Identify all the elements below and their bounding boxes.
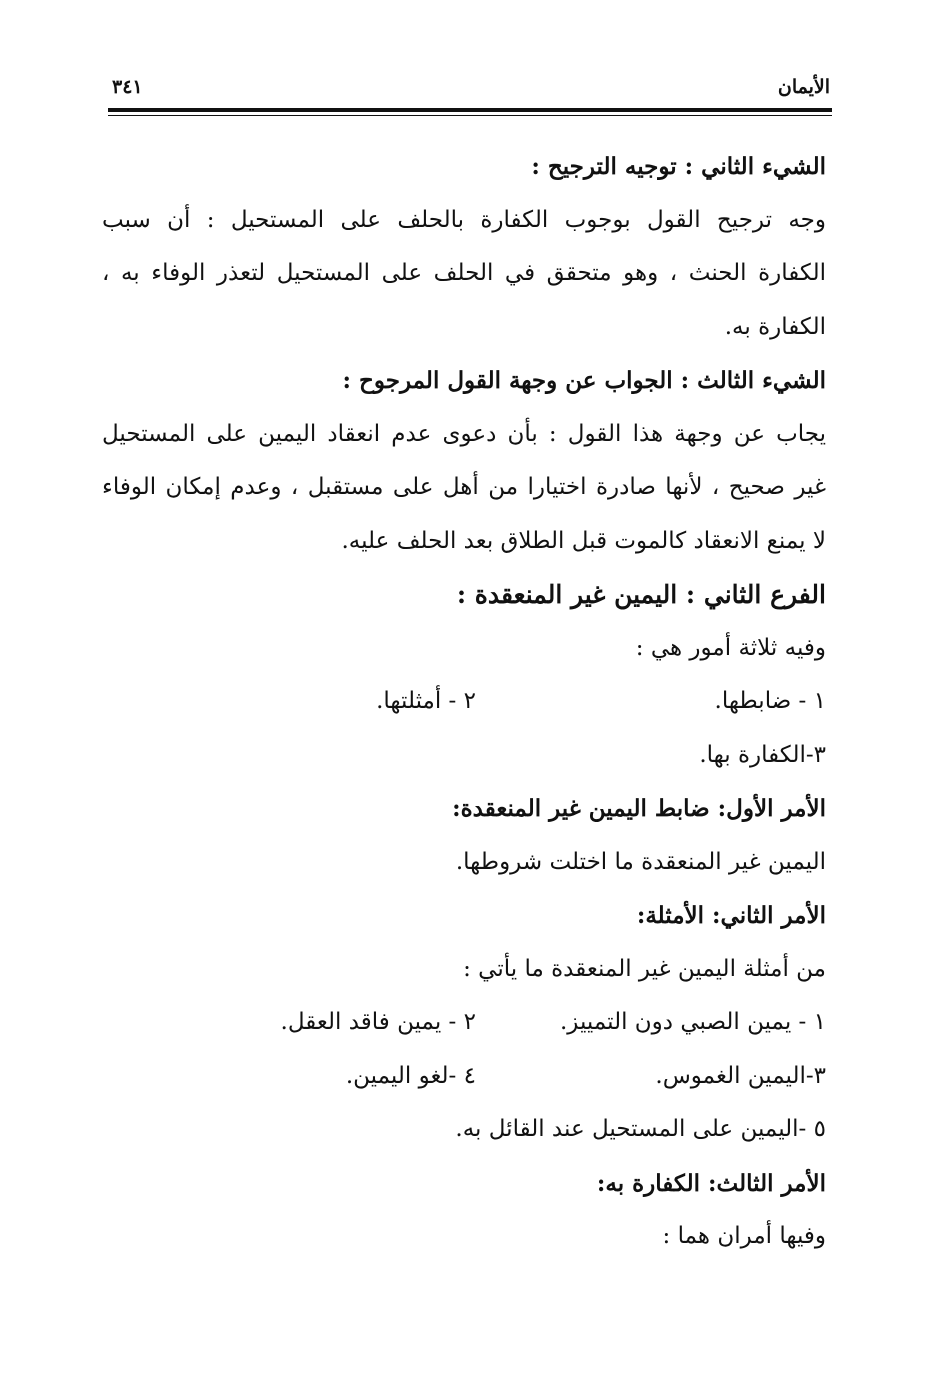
list-1-row-2 [102,729,826,783]
page-body [102,140,826,1264]
section-heading-2: الشيء الثالث : الجواب عن وجهة القول المرجوح : [342,367,826,394]
page-number: ٣٤١ [112,76,143,98]
list-item: ٤ -لغو اليمين. [345,1062,476,1089]
list-item: ٣-الكفارة بها. [699,741,826,768]
paragraph-2-line-2: غير صحيح ، لأنها صادرة اختيارا من أهل على مستقبل ، وعدم إمكان الوفاء [102,474,826,500]
paragraph-2-line-3: لا يمنع الانعقاد كالموت قبل الطلاق بعد الحلف عليه. [341,527,826,554]
branch-heading: الفرع الثاني : اليمين غير المنعقدة : [456,580,826,609]
running-header [108,72,830,106]
paragraph-1-line-2: الكفارة الحنث ، وهو متحقق في الحلف على المستحيل لتعذر الوفاء به ، [102,260,826,286]
section-heading-5: الأمر الثاني: الأمثلة: [636,902,826,929]
list-2-row-3 [102,1103,826,1157]
paragraph-1-line-3: الكفارة به. [724,313,826,340]
list-item: ٣-اليمين الغموس. [655,1062,826,1089]
paragraph-5: من أمثلة اليمين غير المنعقدة ما يأتي : [463,955,826,982]
list-item: ١ - ضابطها. [714,688,826,714]
list-item: ١ - يمين الصبي دون التمييز. [559,1009,826,1035]
paragraph-1-line-1: وجه ترجيح القول بوجوب الكفارة بالحلف على المستحيل : أن سبب [102,206,826,233]
paragraph-2-line-1: يجاب عن وجهة هذا القول : بأن دعوى عدم انعقاد اليمين على المستحيل [102,420,826,447]
paragraph-4: اليمين غير المنعقدة ما اختلت شروطها. [455,848,826,875]
list-item: ٥ -اليمين على المستحيل عند القائل به. [455,1116,826,1142]
paragraph-3: وفيه ثلاثة أمور هي : [635,634,826,661]
list-2-row-2 [102,1050,826,1104]
section-heading-6: الأمر الثالث: الكفارة به: [596,1169,826,1197]
list-item: ٢ - أمثلتها. [376,688,476,714]
header-rule-thin [108,115,832,116]
list-2-row-1 [102,996,826,1050]
section-heading-4: الأمر الأول: ضابط اليمين غير المنعقدة: [452,795,826,822]
list-item: ٢ - يمين فاقد العقل. [280,1009,476,1035]
list-1-row-1 [102,675,826,729]
header-rule-thick [108,108,832,112]
section-heading-1: الشيء الثاني : توجيه الترجيح : [531,153,826,180]
chapter-title: الأيمان [777,76,830,98]
paragraph-6: وفيها أمران هما : [662,1223,826,1249]
